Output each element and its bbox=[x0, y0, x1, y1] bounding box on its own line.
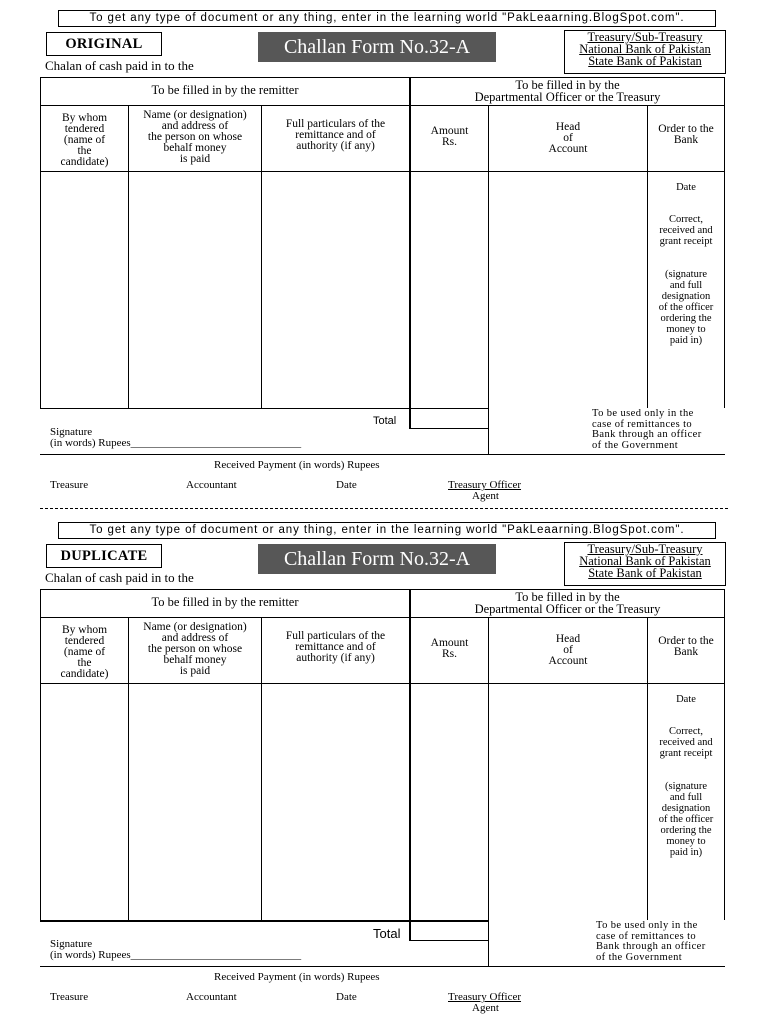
order-correct bbox=[648, 726, 724, 759]
total-label: Total bbox=[373, 926, 401, 941]
col-name bbox=[129, 110, 261, 165]
promo-banner: To get any type of document or any thing, enter in the learning world "PakLeaarning.BlogSpot.com". bbox=[58, 10, 716, 27]
note-text: received and bbox=[659, 737, 713, 748]
note-text: grant receipt bbox=[659, 236, 713, 247]
col-text: Amount bbox=[430, 637, 469, 649]
note-text: Correct, bbox=[668, 726, 704, 737]
footer-agent: Agent bbox=[472, 490, 499, 502]
col-text: (name of bbox=[63, 134, 106, 146]
footer-treasury-officer: Treasury Officer bbox=[448, 991, 522, 1003]
govt-note-line: of the Government bbox=[596, 951, 683, 963]
footer-date: Date bbox=[336, 991, 357, 1003]
bank-line: State Bank of Pakistan bbox=[588, 566, 702, 580]
govt-note bbox=[596, 921, 724, 963]
table-border bbox=[40, 77, 725, 78]
note-text: money to bbox=[666, 836, 706, 847]
col-text: Head bbox=[555, 633, 581, 645]
col-head bbox=[489, 634, 647, 667]
note-text: and full bbox=[669, 792, 703, 803]
footer-agent: Agent bbox=[472, 1002, 499, 1014]
dept-header bbox=[411, 591, 724, 615]
note-text: paid in) bbox=[669, 847, 703, 858]
col-amount bbox=[411, 638, 488, 660]
col-text: authority (if any) bbox=[296, 652, 375, 664]
table-border bbox=[647, 105, 648, 408]
cut-line bbox=[40, 508, 728, 509]
col-text: Name (or designation) bbox=[143, 621, 247, 633]
col-text: the bbox=[77, 657, 92, 669]
footer-accountant: Accountant bbox=[186, 479, 237, 491]
footer-rule bbox=[40, 966, 725, 967]
order-date: Date bbox=[676, 694, 696, 705]
bank-box bbox=[564, 542, 726, 586]
order-date: Date bbox=[676, 182, 696, 193]
copy-label: ORIGINAL bbox=[46, 32, 162, 56]
note-text: of the officer bbox=[658, 814, 714, 825]
order-correct bbox=[648, 214, 724, 247]
table-border bbox=[40, 171, 725, 172]
col-by-whom bbox=[41, 625, 128, 680]
signature-label: Signature bbox=[50, 938, 93, 950]
col-text: the person on whose bbox=[147, 131, 243, 143]
col-amount bbox=[411, 126, 488, 148]
col-text: Order to the bbox=[658, 635, 714, 647]
dept-header-line: Departmental Officer or the Treasury bbox=[474, 602, 661, 616]
table-border bbox=[40, 408, 488, 409]
col-text: Full particulars of the bbox=[285, 118, 386, 130]
col-text: remittance and of bbox=[295, 129, 376, 141]
col-text: Name (or designation) bbox=[143, 109, 247, 121]
copy-label: DUPLICATE bbox=[46, 544, 162, 568]
govt-note-line: case of remittances to bbox=[596, 930, 697, 942]
dept-header bbox=[411, 79, 724, 103]
table-border bbox=[647, 617, 648, 920]
note-text: ordering the bbox=[660, 313, 712, 324]
col-text: tendered bbox=[64, 123, 105, 135]
in-words-line: (in words) Rupees_______________________________ bbox=[50, 437, 302, 449]
footer-treasure: Treasure bbox=[50, 991, 89, 1003]
bank-line: Treasury/Sub-Treasury bbox=[587, 30, 703, 44]
col-text: the bbox=[77, 145, 92, 157]
footer-treasury-officer: Treasury Officer bbox=[448, 479, 522, 491]
col-by-whom bbox=[41, 113, 128, 168]
chalan-text: Chalan of cash paid in to the bbox=[45, 58, 194, 73]
col-text: candidate) bbox=[60, 156, 109, 168]
col-particulars bbox=[262, 119, 409, 152]
col-head bbox=[489, 122, 647, 155]
promo-banner: To get any type of document or any thing, enter in the learning world "PakLeaarning.BlogSpot.com". bbox=[58, 522, 716, 539]
note-text: paid in) bbox=[669, 335, 703, 346]
govt-note bbox=[592, 409, 722, 451]
note-text: grant receipt bbox=[659, 748, 713, 759]
signature-label: Signature bbox=[50, 426, 93, 438]
table-border bbox=[488, 105, 489, 454]
note-text: and full bbox=[669, 280, 703, 291]
note-text: (signature bbox=[665, 269, 707, 280]
order-signature bbox=[648, 269, 724, 346]
table-border bbox=[40, 683, 725, 684]
col-text: and address of bbox=[161, 120, 229, 132]
footer-accountant: Accountant bbox=[186, 991, 237, 1003]
govt-note-line: To be used only in the bbox=[592, 408, 694, 419]
col-text: Account bbox=[548, 655, 588, 667]
table-border bbox=[724, 589, 725, 920]
govt-note-line: Bank through an officer bbox=[592, 429, 702, 440]
note-text: ordering the bbox=[660, 825, 712, 836]
col-text: behalf money bbox=[163, 654, 227, 666]
col-text: is paid bbox=[179, 153, 211, 165]
col-text: of bbox=[563, 132, 573, 144]
bank-box bbox=[564, 30, 726, 74]
form-title: Challan Form No.32-A bbox=[258, 32, 496, 62]
note-text: designation bbox=[661, 803, 711, 814]
chalan-text: Chalan of cash paid in to the bbox=[45, 570, 194, 585]
col-text: of bbox=[563, 644, 573, 656]
table-border bbox=[724, 77, 725, 408]
bank-line: State Bank of Pakistan bbox=[588, 54, 702, 68]
received-payment: Received Payment (in words) Rupees bbox=[214, 459, 380, 471]
footer-treasure: Treasure bbox=[50, 479, 89, 491]
col-order bbox=[648, 636, 724, 658]
col-text: candidate) bbox=[60, 668, 109, 680]
footer-date: Date bbox=[336, 479, 357, 491]
col-text: By whom bbox=[61, 112, 108, 124]
col-text: remittance and of bbox=[295, 641, 376, 653]
col-text: (name of bbox=[63, 646, 106, 658]
table-border bbox=[40, 617, 725, 618]
dept-header-line: Departmental Officer or the Treasury bbox=[474, 90, 661, 104]
col-text: tendered bbox=[64, 635, 105, 647]
col-text: Rs. bbox=[441, 136, 458, 148]
govt-note-line: case of remittances to bbox=[592, 418, 693, 430]
col-text: and address of bbox=[161, 632, 229, 644]
dept-header-line: To be filled in by the bbox=[515, 590, 620, 604]
col-text: the person on whose bbox=[147, 643, 243, 655]
bank-line: National Bank of Pakistan bbox=[579, 42, 711, 56]
govt-note-line: To be used only in the bbox=[596, 920, 698, 931]
col-text: Bank bbox=[673, 134, 699, 146]
note-text: received and bbox=[659, 225, 713, 236]
col-particulars bbox=[262, 631, 409, 664]
col-order bbox=[648, 124, 724, 146]
col-text: is paid bbox=[179, 665, 211, 677]
col-text: Amount bbox=[430, 125, 469, 137]
footer-rule bbox=[40, 454, 725, 455]
govt-note-line: Bank through an officer bbox=[596, 941, 706, 952]
note-text: money to bbox=[666, 324, 706, 335]
form-title: Challan Form No.32-A bbox=[258, 544, 496, 574]
col-text: Bank bbox=[673, 646, 699, 658]
note-text: designation bbox=[661, 291, 711, 302]
bank-line: Treasury/Sub-Treasury bbox=[587, 542, 703, 556]
col-text: Rs. bbox=[441, 648, 458, 660]
col-text: Full particulars of the bbox=[285, 630, 386, 642]
remitter-header: To be filled in by the remitter bbox=[151, 83, 299, 97]
table-border bbox=[40, 105, 725, 106]
note-text: (signature bbox=[665, 781, 707, 792]
table-border bbox=[488, 617, 489, 966]
col-text: Account bbox=[548, 143, 588, 155]
total-label: Total bbox=[373, 415, 397, 427]
note-text: Correct, bbox=[668, 214, 704, 225]
col-name bbox=[129, 622, 261, 677]
col-text: By whom bbox=[61, 624, 108, 636]
total-box-line bbox=[409, 428, 489, 429]
col-text: authority (if any) bbox=[296, 140, 375, 152]
dept-header-line: To be filled in by the bbox=[515, 78, 620, 92]
govt-note-line: of the Government bbox=[592, 439, 679, 451]
note-text: of the officer bbox=[658, 302, 714, 313]
col-text: behalf money bbox=[163, 142, 227, 154]
col-text: Order to the bbox=[658, 123, 714, 135]
order-signature bbox=[648, 781, 724, 858]
table-border bbox=[40, 920, 488, 922]
col-text: Head bbox=[555, 121, 581, 133]
challan-duplicate bbox=[0, 512, 768, 1024]
table-border bbox=[40, 589, 725, 590]
bank-line: National Bank of Pakistan bbox=[579, 554, 711, 568]
total-box-line bbox=[409, 940, 489, 941]
remitter-header: To be filled in by the remitter bbox=[151, 595, 299, 609]
in-words-line: (in words) Rupees_______________________________ bbox=[50, 949, 302, 961]
received-payment: Received Payment (in words) Rupees bbox=[214, 971, 380, 983]
